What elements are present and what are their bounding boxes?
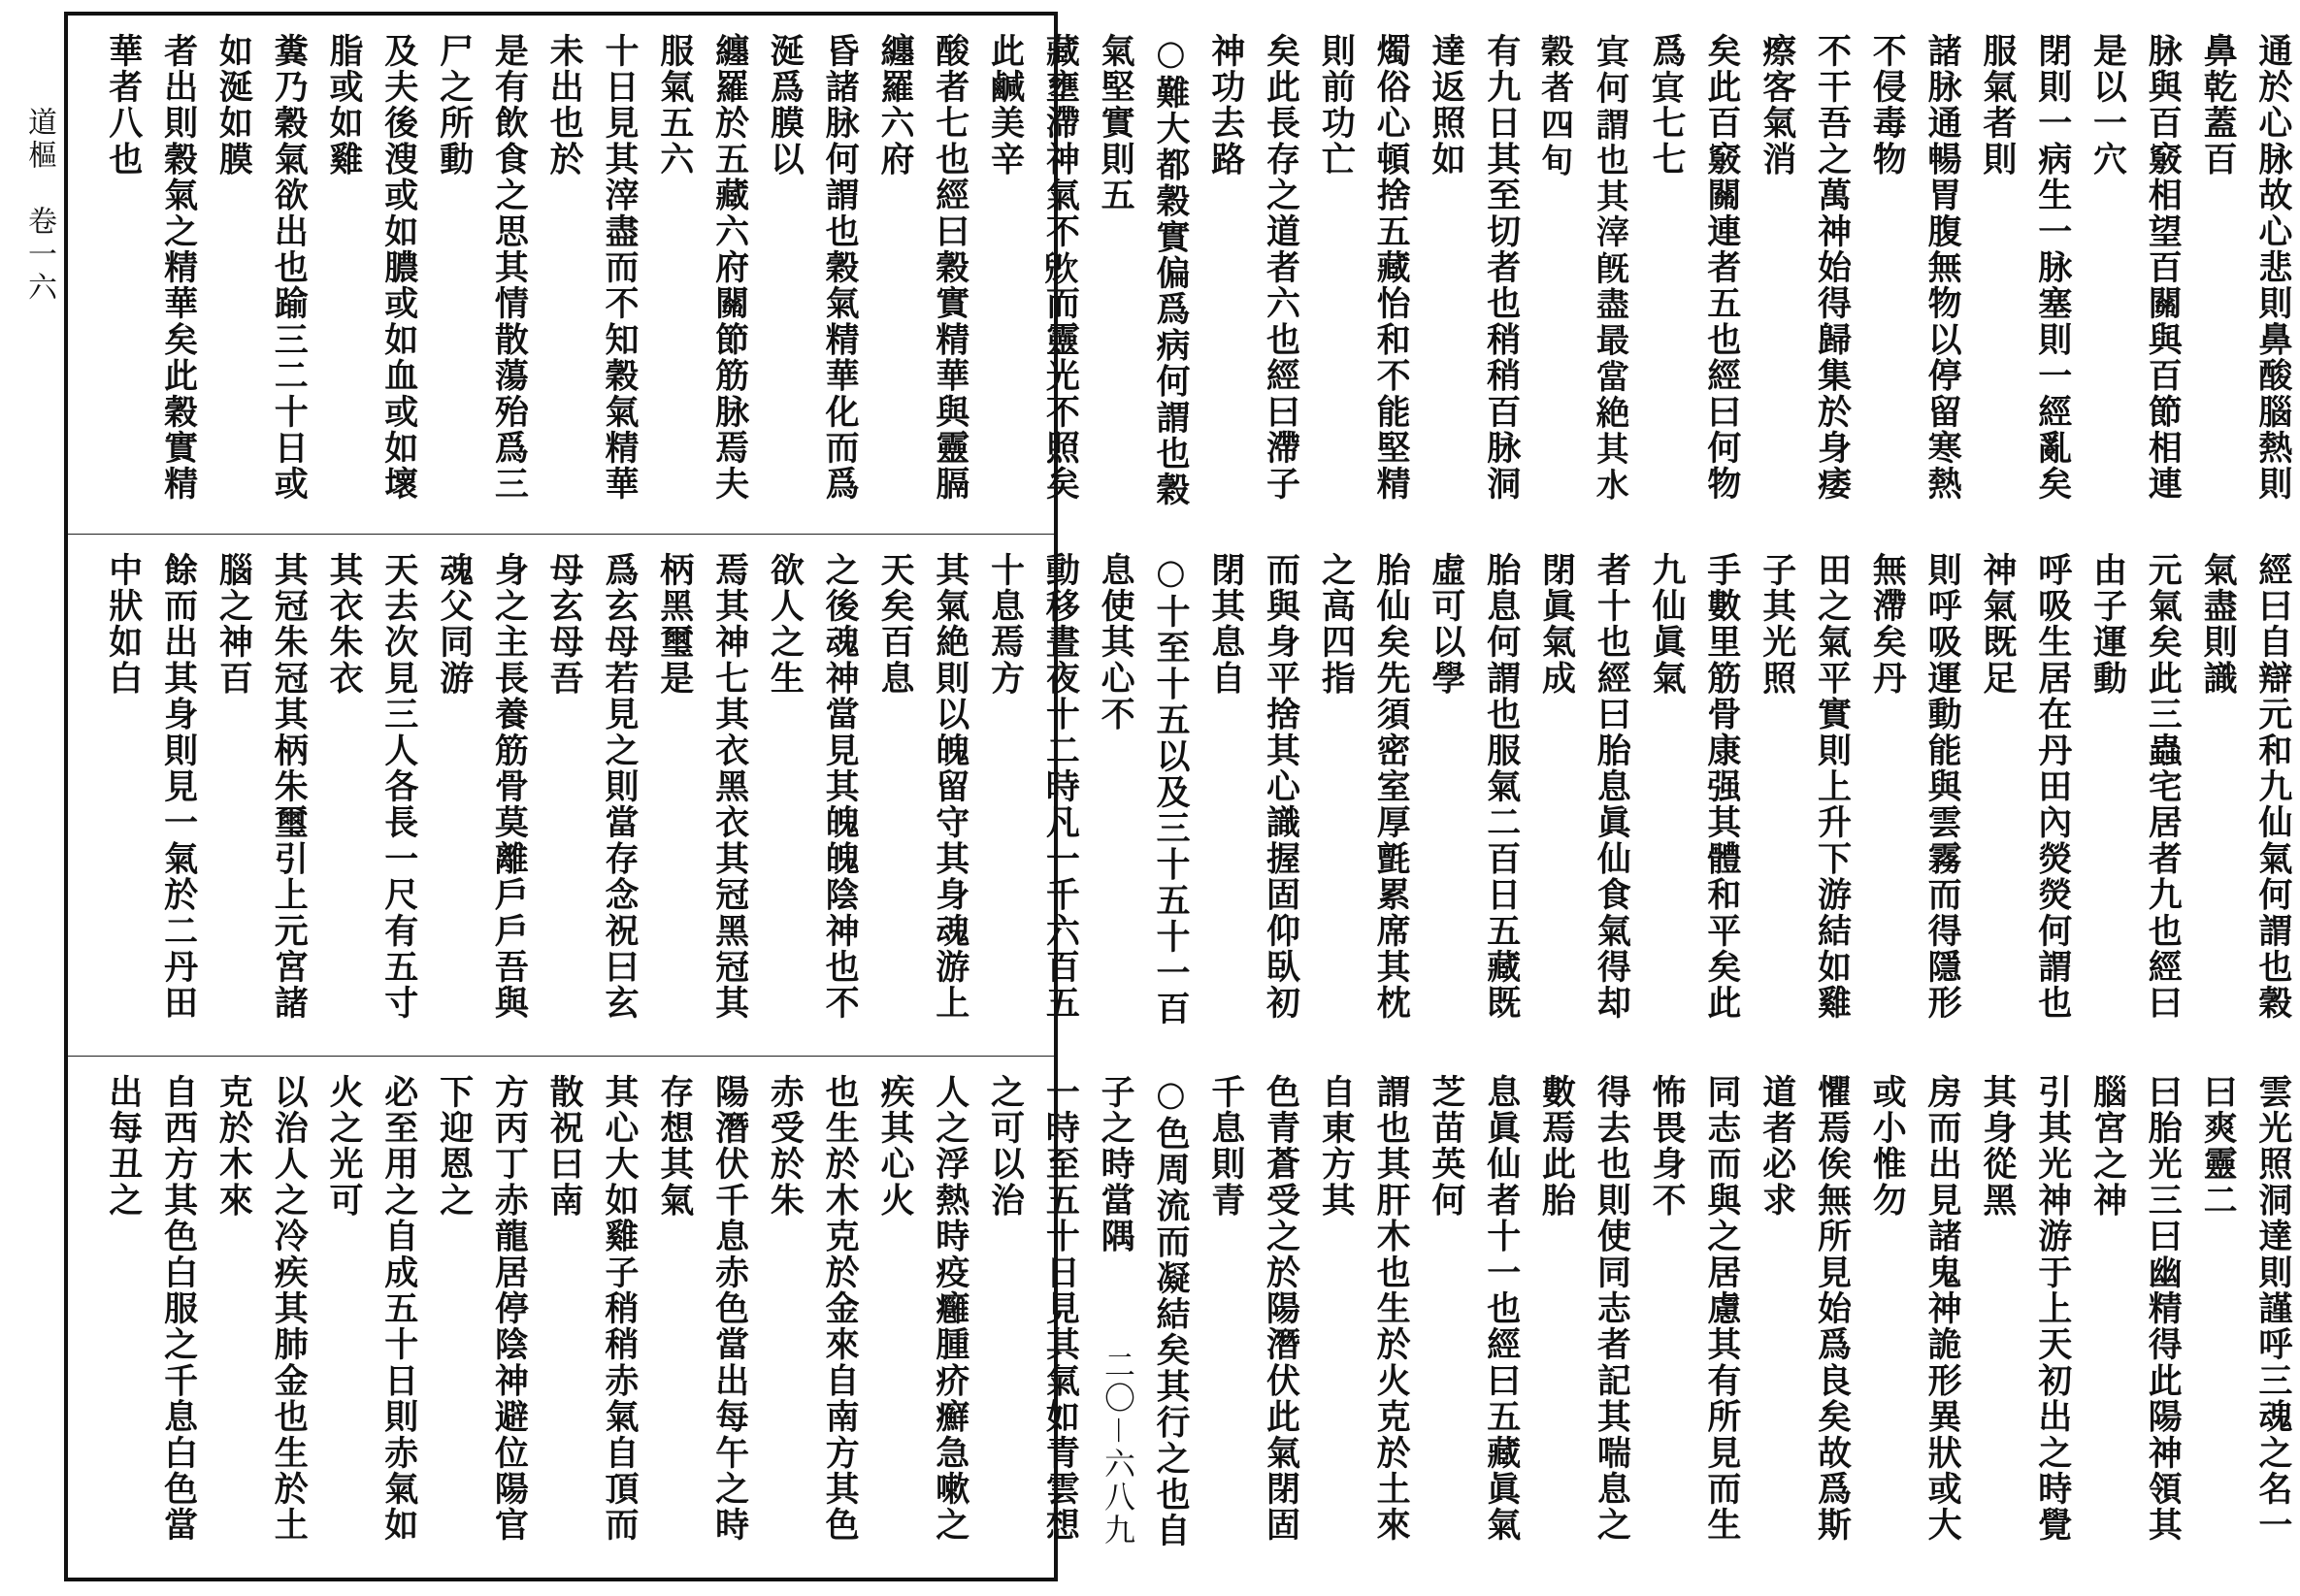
text-column: 手數里筋骨康强其體和平矣此九仙眞氣 (1647, 552, 1742, 1022)
text-column: 諸脉通暢胃腹無物以停留寒熱不侵毒物 (1867, 33, 1963, 503)
text-column: 經曰自辯元和九仙氣何謂也穀氣盡則識 (2198, 552, 2293, 1022)
text-column: 色青蒼受之於陽潛伏此氣閉固千息則青 (1205, 1074, 1301, 1544)
page-number: 二〇－六八九 (1100, 1349, 1136, 1547)
text-column: 得去也則使同志者記其喘息之數焉此胎 (1536, 1074, 1632, 1544)
text-column: 不干吾之萬神始得歸集於身痿瘵客氣消 (1757, 33, 1853, 503)
text-panel-2 (68, 534, 2293, 1054)
text-column: 其心大如雞子稍稍赤氣自頂而散祝曰南 (544, 1074, 640, 1544)
text-column: 胎仙矣先須密室厚氈累席其枕之高四指 (1316, 552, 1412, 1022)
text-column: 酸者七也經曰穀實精華與靈膈纏羅六府 (874, 33, 970, 503)
text-column: 一時至五十日見其氣如青雲想之可以治 (985, 1074, 1081, 1544)
text-column: 房而出見諸鬼神詭形異狀或大或小惟勿 (1867, 1074, 1963, 1544)
text-column: 者出則穀氣之精華矣此穀實精華者八也 (103, 33, 199, 503)
text-column: 十日見其滓盡而不知穀氣精華未出也於 (544, 33, 640, 503)
text-column: 閉則一病生一脉塞則一經亂矣服氣者則 (1977, 33, 2073, 503)
text-column: 天去次見三人各長一尺有五寸其衣朱衣 (323, 552, 419, 1022)
text-column: 矣此百竅關連者五也經曰何物爲𡨋七七 (1647, 33, 1742, 503)
text-column: ○難大都穀實偏爲病何謂也穀氣堅實則五 (1096, 33, 1191, 508)
text-column: 身之主長養筋骨莫離戶戶吾與魂父同游 (434, 552, 530, 1022)
text-column: 動移晝夜十二時凡一千六百五十息焉方 (985, 552, 1081, 1022)
text-column: 陽潛伏千息赤色當出每午之時存想其氣 (654, 1074, 750, 1544)
text-column: 元氣矣此三蟲宅居者九也經曰由子運動 (2087, 552, 2184, 1022)
text-column: 曰胎光三曰幽精得此陽神領其腦宮之神 (2087, 1074, 2184, 1544)
text-column: 方丙丁赤龍居停陰神避位陽官下迎恩之 (434, 1074, 530, 1544)
text-column: 藏壅滯神氣不𣣉而靈光不照矣此鹹美辛 (985, 33, 1081, 503)
text-column: 同志而與之居慮其有所見而生怖畏身不 (1647, 1074, 1742, 1544)
text-column: 引其光神游于上天初出之時覺其身從黑 (1977, 1074, 2073, 1544)
vertical-text-block (95, 33, 2300, 518)
text-column: 脉與百竅相望百關與百節相連是以一穴 (2087, 33, 2184, 503)
text-column: 田之氣平實則上升下游結如雞子其光照 (1757, 552, 1853, 1022)
text-column: ○色周流而凝結矣其行之也自子之時當隅 (1096, 1074, 1191, 1549)
vertical-text-block (95, 1074, 2300, 1559)
text-column: 胎息何謂也服氣二百日五藏既虛可以學 (1426, 552, 1522, 1022)
margin-title: 道樞 卷一六 (22, 107, 56, 305)
text-column: 懼焉俟無所見始爲良矣故爲斯道者必求 (1757, 1074, 1853, 1544)
vertical-text-block (95, 552, 2300, 1037)
text-column: ○十至十五以及三十五十一百息使其心不 (1096, 552, 1191, 1027)
text-column: 其氣絶則以魄留守其身魂游上天矣百息 (874, 552, 970, 1022)
text-column: 矣此長存之道者六也經曰滯子神功去路 (1205, 33, 1301, 503)
text-column: 通於心脉故心悲則鼻酸腦熱則鼻乾蓋百 (2198, 33, 2293, 503)
text-column: 必至用之自成五十日則赤氣如火之光可 (323, 1074, 419, 1544)
text-column: 昏諸脉何謂也穀氣精華化而爲涎爲膜以 (765, 33, 861, 503)
text-column: 燭俗心頓捨五藏怡和不能堅精則前功亡 (1316, 33, 1412, 503)
text-column: 餘而出其身則見一氣於二丹田中狀如白 (103, 552, 199, 1022)
text-column: 焉其神七其衣黑衣其冠黑冠其柄黑璽是 (654, 552, 750, 1022)
text-column: 其冠朱冠其柄朱璽引上元宮諸腦之神百 (214, 552, 310, 1022)
text-column: 纏羅於五藏六府關節筋脉焉夫服氣五六 (654, 33, 750, 503)
text-column: 以治人之冷疾其肺金也生於土克於木來 (214, 1074, 310, 1544)
text-column: 爲玄母若見之則當存念祝曰玄母玄母吾 (544, 552, 640, 1022)
text-column: 雲光照洞達則謹呼三魂之名一曰爽靈二 (2198, 1074, 2293, 1544)
text-column: 息眞仙者十一也經曰五藏眞氣芝苗英何 (1426, 1074, 1522, 1544)
text-column: 者十也經曰胎息眞仙食氣得却閉眞氣成 (1536, 552, 1632, 1022)
text-column: 及夫後溲或如膿或如血或如壞脂或如雞 (323, 33, 419, 503)
text-column: 之後魂神當見其魄魄陰神也不欲人之生 (765, 552, 861, 1022)
text-column: 自西方其色白服之千息白色當出每丑之 (103, 1074, 199, 1544)
text-column: 有九日其至切者也稍稍百脉洞達返照如 (1426, 33, 1522, 503)
text-column: 則呼吸運動能與雲霧而得隱形無滯矣丹 (1867, 552, 1963, 1022)
text-column: 是有飲食之思其情散蕩殆爲三尸之所動 (434, 33, 530, 503)
text-column: 也生於木克於金來自南方其色赤受於朱 (765, 1074, 861, 1544)
text-column: 人之浮熱時疫癰腫疥癬急嗽之疾其心火 (874, 1074, 970, 1544)
text-column: 糞乃穀氣欲出也踰三二十日或如涎如膜 (214, 33, 310, 503)
text-column: 而與身平捨其心識握固仰臥初閉其息自 (1205, 552, 1301, 1022)
text-panel-1 (68, 16, 2293, 532)
text-column: 𡨋何謂也其滓既盡最當絶其水穀者四旬 (1536, 33, 1632, 503)
text-column: 呼吸生居在丹田內熒熒何謂也神氣既足 (1977, 552, 2073, 1022)
text-column: 謂也其肝木也生於火克於土來自東方其 (1316, 1074, 1412, 1544)
